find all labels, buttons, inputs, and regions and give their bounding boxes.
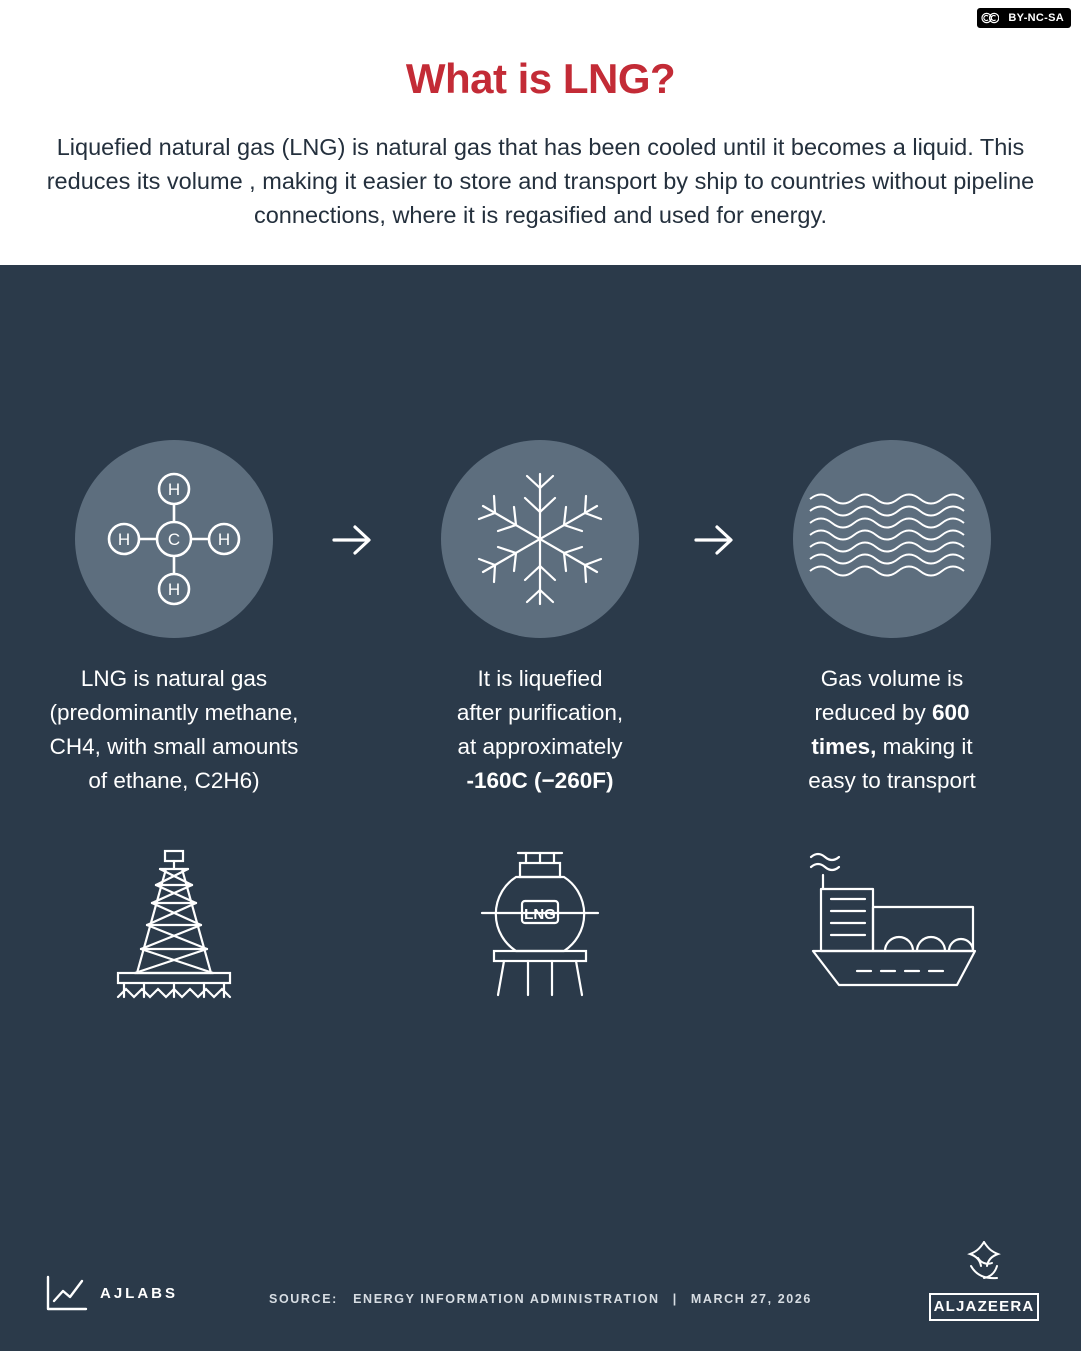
step-3-caption-line-3-suffix: making it xyxy=(876,734,973,759)
illustration-slot-2 xyxy=(390,845,690,1010)
oil-rig-icon xyxy=(104,845,244,1010)
step-3-caption xyxy=(742,662,1042,798)
aljazeera-calligraphy-icon xyxy=(957,1238,1011,1284)
step-3-caption-line-4: easy to transport xyxy=(808,768,976,793)
footer xyxy=(0,1231,1081,1351)
cc-terms-label: BY-NC-SA xyxy=(1002,9,1070,27)
source-name: ENERGY INFORMATION ADMINISTRATION xyxy=(353,1292,660,1306)
source-separator: | xyxy=(672,1292,678,1306)
lng-storage-tank-icon xyxy=(470,845,610,1010)
main-diagram-area xyxy=(0,265,1081,1351)
arrow-right-icon xyxy=(690,518,738,562)
arrow-2 xyxy=(690,518,738,562)
arrow-right-icon xyxy=(328,518,376,562)
lng-tank-label: LNG xyxy=(524,906,556,923)
step-2-circle xyxy=(441,440,639,638)
svg-text:H: H xyxy=(167,480,181,499)
creative-commons-badge xyxy=(977,8,1071,28)
step-1-caption xyxy=(24,662,324,798)
step-2 xyxy=(390,440,690,798)
page-title: What is LNG? xyxy=(405,55,676,102)
svg-text:H: H xyxy=(217,530,231,549)
aljazeera-logo xyxy=(929,1238,1039,1321)
lng-carrier-ship-icon xyxy=(805,845,980,995)
step-2-caption-line-2: after purification, xyxy=(456,700,624,725)
illustration-slot-3 xyxy=(742,845,1042,995)
ajlabs-label: AJLABS xyxy=(100,1284,179,1302)
svg-text:C: C xyxy=(167,530,181,549)
step-1 xyxy=(24,440,324,798)
step-3-times-label: times, xyxy=(811,734,877,759)
illustration-row xyxy=(0,845,1081,1025)
step-1-circle xyxy=(75,440,273,638)
step-3-caption-line-1: Gas volume is xyxy=(820,666,964,691)
step-2-caption-line-3: at approximately xyxy=(457,734,623,759)
liquid-waves-icon xyxy=(805,479,980,599)
methane-molecule-icon xyxy=(94,459,254,619)
svg-text:H: H xyxy=(167,580,181,599)
illustration-slot-1 xyxy=(24,845,324,1010)
step-2-caption xyxy=(390,662,690,798)
step-3 xyxy=(742,440,1042,798)
step-3-reduction-factor: 600 xyxy=(932,700,970,725)
step-1-caption-line-3: CH4, with small amounts xyxy=(49,734,299,759)
step-2-temperature: -160C (−260F) xyxy=(466,768,614,793)
intro-paragraph: Liquefied natural gas (LNG) is natural gas that has been cooled until it becomes a liquid. This reduces its volume , making it easier to store and transport by ship to countries without pipeline connections, where it is regasified and used for energy. xyxy=(46,134,1035,228)
source-label: SOURCE: xyxy=(269,1292,338,1306)
step-1-caption-line-1: LNG is natural gas xyxy=(80,666,268,691)
aljazeera-wordmark: ALJAZEERA xyxy=(929,1293,1039,1321)
header-section xyxy=(0,0,1081,265)
step-2-caption-line-1: It is liquefied xyxy=(477,666,603,691)
process-steps xyxy=(0,440,1081,840)
snowflake-icon xyxy=(465,464,615,614)
step-1-caption-line-4: of ethane, C2H6) xyxy=(88,768,260,793)
source-line xyxy=(0,1292,1081,1306)
step-3-circle xyxy=(793,440,991,638)
svg-text:H: H xyxy=(117,530,131,549)
step-3-caption-line-2-prefix: reduced by xyxy=(814,700,933,725)
cc-icon xyxy=(978,9,1002,27)
step-1-caption-line-2: (predominantly methane, xyxy=(49,700,299,725)
publish-date: MARCH 27, 2026 xyxy=(690,1292,812,1306)
arrow-1 xyxy=(328,518,376,562)
